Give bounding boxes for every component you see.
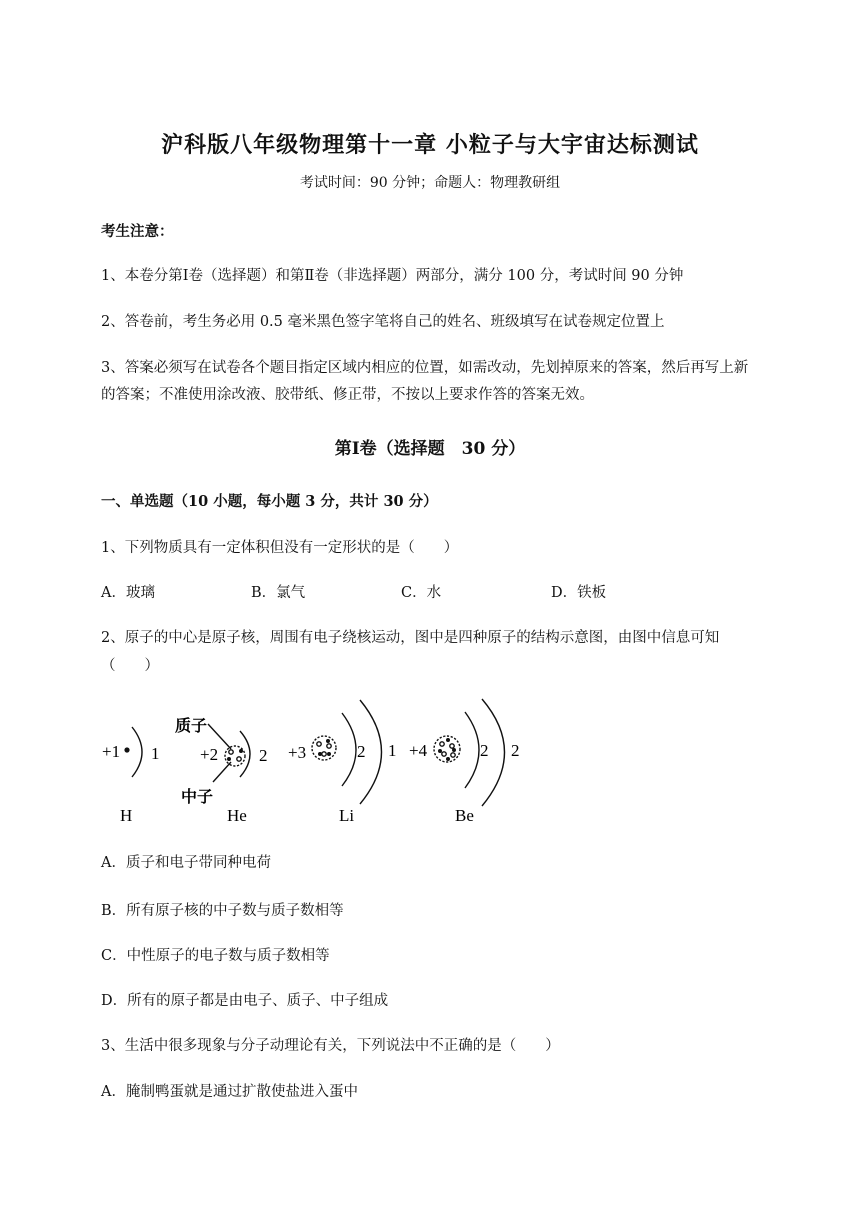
h-label: H — [120, 806, 133, 825]
notice-item: 1、本卷分第Ⅰ卷（选择题）和第Ⅱ卷（非选择题）两部分，满分 100 分，考试时间 90 分钟 — [101, 268, 684, 284]
q2-option-d[interactable]: D．所有的原子都是由电子、质子、中子组成 — [101, 993, 389, 1009]
h-charge: +1 — [102, 742, 121, 761]
be-charge: +4 — [409, 741, 428, 760]
be-label: Be — [455, 806, 474, 825]
q1-option-d[interactable]: D．铁板 — [551, 585, 607, 601]
li-shell-2: 1 — [388, 741, 397, 760]
he-charge: +2 — [200, 745, 219, 764]
q2-option-c[interactable]: C．中性原子的电子数与质子数相等 — [101, 948, 330, 964]
page-title: 沪科版八年级物理第十一章 小粒子与大宇宙达标测试 — [161, 132, 699, 158]
q1-option-a[interactable]: A．玻璃 — [101, 585, 155, 601]
notice-item: 2、答卷前，考生务必用 0.5 毫米黑色签字笔将自己的姓名、班级填写在试卷规定位置上 — [101, 314, 665, 330]
question-3-stem: 3、生活中很多现象与分子动理论有关，下列说法中不正确的是（ ） — [101, 1038, 560, 1054]
question-1-stem: 1、下列物质具有一定体积但没有一定形状的是（ ） — [101, 540, 459, 556]
neutron-label: 中子 — [181, 787, 214, 806]
question-2-blank: （ ） — [101, 658, 159, 674]
li-shell-1: 2 — [357, 742, 366, 761]
q1-option-c[interactable]: C．水 — [401, 585, 442, 601]
exam-info: 考试时间：90 分钟；命题人：物理教研组 — [299, 175, 561, 191]
notice-item: 3、答案必须写在试卷各个题目指定区域内相应的位置，如需改动，先划掉原来的答案，然后再写上新 — [101, 360, 749, 376]
li-label: Li — [339, 806, 355, 825]
be-shell-2: 2 — [511, 741, 520, 760]
h-shell-1: 1 — [151, 744, 160, 763]
he-label: He — [227, 806, 247, 825]
section-title: 第Ⅰ卷（选择题 30 分） — [334, 439, 526, 459]
part-heading: 一、单选题（10 小题，每小题 3 分，共计 30 分） — [101, 493, 438, 510]
atomic-structure-figure — [95, 694, 535, 834]
proton-label: 质子 — [175, 716, 208, 735]
notice-item-continued: 的答案；不准使用涂改液、胶带纸、修正带，不按以上要求作答的答案无效。 — [101, 387, 594, 403]
q1-option-b[interactable]: B．氯气 — [251, 585, 306, 601]
q3-option-a[interactable]: A．腌制鸭蛋就是通过扩散使盐进入蛋中 — [101, 1084, 358, 1100]
q2-option-a[interactable]: A．质子和电子带同种电荷 — [101, 855, 271, 871]
li-charge: +3 — [288, 743, 307, 762]
notice-heading: 考生注意： — [101, 223, 174, 240]
be-shell-1: 2 — [480, 741, 489, 760]
q2-option-b[interactable]: B．所有原子核的中子数与质子数相等 — [101, 903, 344, 919]
he-shell-1: 2 — [259, 746, 268, 765]
question-2-stem: 2、原子的中心是原子核，周围有电子绕核运动，图中是四种原子的结构示意图，由图中信息可知 — [101, 630, 720, 646]
